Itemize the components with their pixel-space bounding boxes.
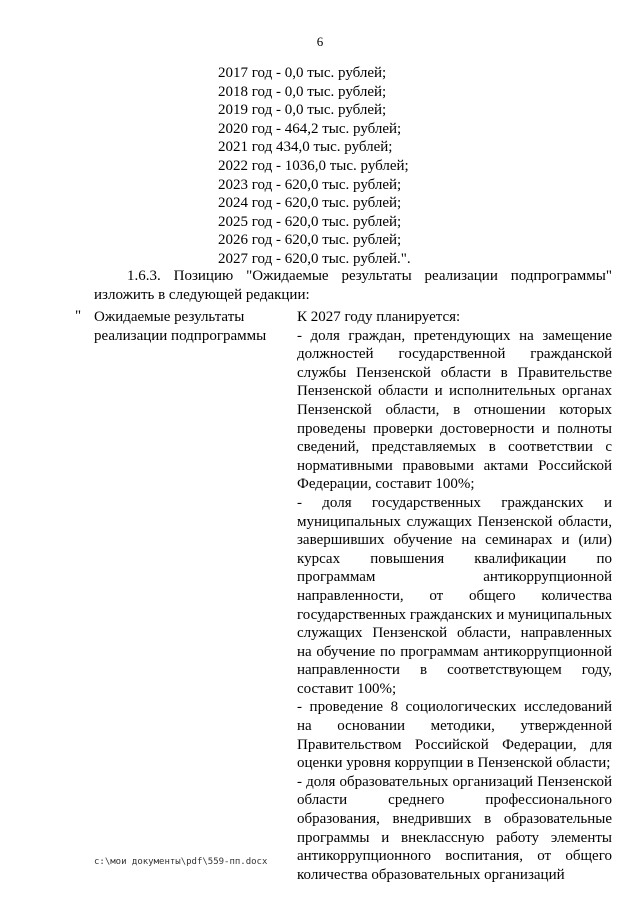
table-right-content: [297, 308, 612, 884]
page-number: 6: [316, 34, 324, 49]
opening-quote: ": [75, 308, 82, 324]
footer-file-path: c:\мои документы\pdf\559-пп.docx: [94, 857, 268, 867]
expected-result-item: - доля граждан, претендующих на замещение должностей государственной гражданской службы Пензенской области в Правительстве Пензенской области и исполнительных органах Пензенской области, в отношении которых проведены проверки достоверности и полноты сведений, представляемых в соответствии с нормативными правовыми актами Российской Федерации, составит 100%;: [297, 327, 612, 493]
funding-year-line: 2019 год - 0,0 тыс. рублей;: [218, 102, 387, 119]
expected-result-item: - проведение 8 социологических исследований на основании методики, утвержденной Правительством Российской Федерации, для оценки уровня коррупции в Пензенской области;: [297, 699, 612, 772]
funding-year-line: 2023 год - 620,0 тыс. рублей;: [218, 176, 402, 193]
funding-year-line: 2018 год - 0,0 тыс. рублей;: [218, 83, 387, 100]
expected-result-item: - доля образовательных организаций Пензенской области среднего профессионального образования, внедривших в образовательные программы и внеклассную работу элементы антикоррупционного воспитания, от общего количества образовательных организаций: [297, 773, 612, 883]
funding-year-line: 2022 год - 1036,0 тыс. рублей;: [218, 157, 409, 174]
expected-result-item: - доля государственных гражданских и муниципальных служащих Пензенской области, завершивших обучение на семинарах и (или) курсах повышения квалификации по программам антикоррупционной направленности, от общего количества государственных гражданских и муниципальных служащих Пензенской области, направленных на обучение по программам антикоррупционной направленности в соответствующем году, составит 100%;: [297, 494, 612, 697]
funding-year-line: 2024 год - 620,0 тыс. рублей;: [218, 195, 402, 212]
funding-year-line: 2027 год - 620,0 тыс. рублей.".: [218, 250, 411, 267]
funding-year-line: 2025 год - 620,0 тыс. рублей;: [218, 213, 402, 230]
table-left-label: Ожидаемые результаты реализации подпрограммы: [94, 309, 267, 344]
funding-year-line: 2026 год - 620,0 тыс. рублей;: [218, 232, 402, 249]
funding-year-line: 2020 год - 464,2 тыс. рублей;: [218, 120, 402, 137]
expected-results-intro: К 2027 году планируется:: [297, 309, 461, 325]
funding-years-list: [218, 64, 411, 269]
funding-year-line: 2017 год - 0,0 тыс. рублей;: [218, 65, 387, 81]
funding-year-line: 2021 год 434,0 тыс. рублей;: [218, 139, 393, 156]
section-paragraph: 1.6.3. Позицию "Ожидаемые результаты реализации подпрограммы" изложить в следующей редакции:: [94, 268, 612, 303]
